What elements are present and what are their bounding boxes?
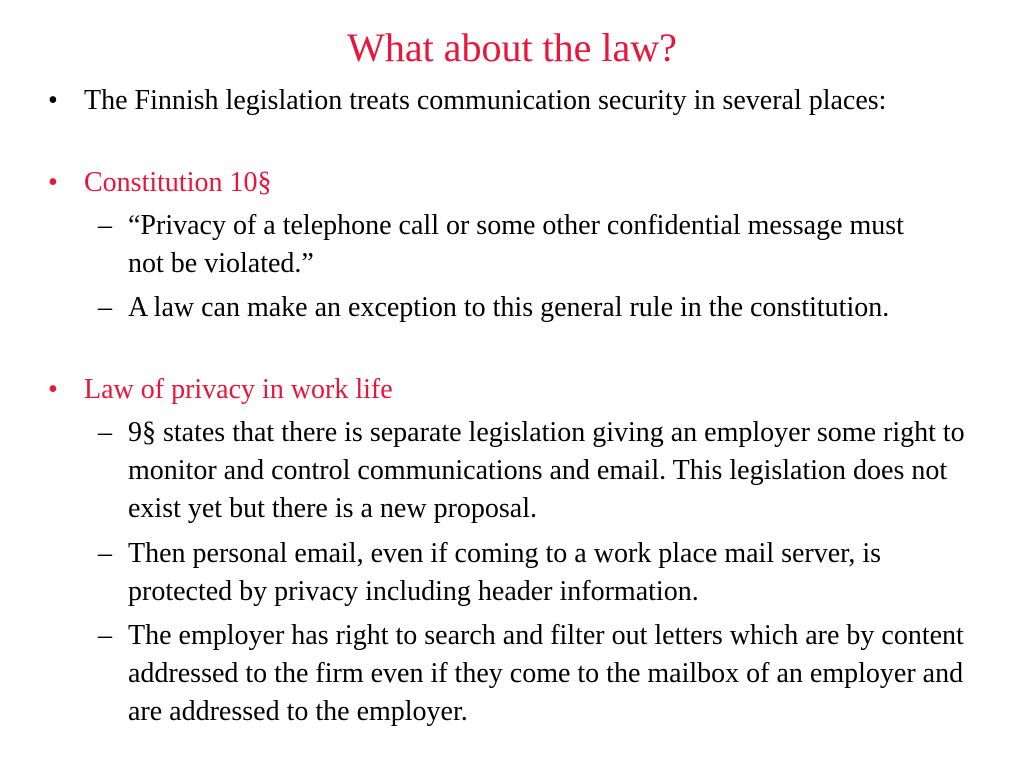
bullet-text: Constitution 10§ — [84, 167, 272, 198]
sub-bullet-text: Then personal email, even if coming to a work place mail server, is protected by privacy including header information. — [128, 538, 882, 607]
bullet-text: Law of privacy in work life — [84, 374, 393, 405]
bullet-marker: • — [48, 374, 58, 405]
sub-bullet-marker: – — [98, 210, 112, 241]
sub-bullet-marker: – — [98, 538, 112, 569]
sub-bullet-text: 9§ states that there is separate legislation giving an employer some right to monitor and control communications and email. This legislation does not exist yet but there is a new proposal. — [128, 417, 965, 524]
sub-bullet-marker: – — [98, 620, 112, 651]
bullet-marker: • — [48, 167, 58, 198]
slide-title: What about the law? — [347, 25, 677, 70]
bullet-text: The Finnish legislation treats communication security in several places: — [84, 85, 887, 116]
sub-bullet-marker: – — [98, 292, 112, 323]
sub-bullet-text: “Privacy of a telephone call or some other confidential message must not be violated.” — [128, 210, 904, 279]
sub-bullet-text: A law can make an exception to this general rule in the constitution. — [128, 292, 890, 323]
bullet-marker: • — [48, 85, 58, 116]
sub-bullet-marker: – — [98, 417, 112, 448]
sub-bullet-text: The employer has right to search and filter out letters which are by content addressed to the firm even if they come to the mailbox of an employer and are addressed to the employer. — [128, 620, 964, 727]
